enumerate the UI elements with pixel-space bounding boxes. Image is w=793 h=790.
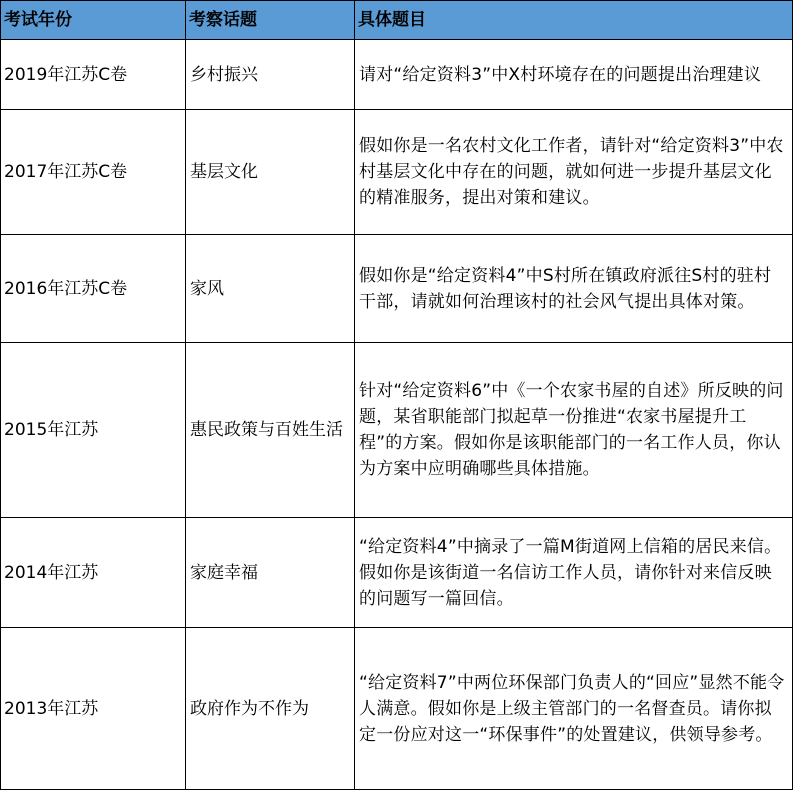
cell-question: 假如你是一名农村文化工作者，请针对“给定资料3”中农村基层文化中存在的问题，就如何进一步提升基层文化的精准服务，提出对策和建议。 xyxy=(355,110,793,235)
header-row xyxy=(1,1,793,40)
table-row xyxy=(1,628,793,790)
cell-year: 2017年江苏C卷 xyxy=(1,110,186,235)
table-row xyxy=(1,110,793,235)
cell-question: 假如你是“给定资料4”中S村所在镇政府派往S村的驻村干部，请就如何治理该村的社会风气提出具体对策。 xyxy=(355,235,793,343)
cell-year: 2016年江苏C卷 xyxy=(1,235,186,343)
cell-topic: 家风 xyxy=(186,235,355,343)
cell-question: “给定资料7”中两位环保部门负责人的“回应”显然不能令人满意。假如你是上级主管部门的一名督查员。请你拟定一份应对这一“环保事件”的处置建议，供领导参考。 xyxy=(355,628,793,790)
header-question: 具体题目 xyxy=(355,1,793,40)
table-row xyxy=(1,40,793,110)
cell-year: 2014年江苏 xyxy=(1,518,186,628)
cell-year: 2015年江苏 xyxy=(1,343,186,518)
cell-topic: 乡村振兴 xyxy=(186,40,355,110)
header-topic: 考察话题 xyxy=(186,1,355,40)
cell-question: 针对“给定资料6”中《一个农家书屋的自述》所反映的问题，某省职能部门拟起草一份推进“农家书屋提升工程”的方案。假如你是该职能部门的一名工作人员，你认为方案中应明确哪些具体措施。 xyxy=(355,343,793,518)
cell-question: 请对“给定资料3”中X村环境存在的问题提出治理建议 xyxy=(355,40,793,110)
cell-year: 2013年江苏 xyxy=(1,628,186,790)
cell-topic: 惠民政策与百姓生活 xyxy=(186,343,355,518)
cell-topic: 政府作为不作为 xyxy=(186,628,355,790)
table-row xyxy=(1,235,793,343)
cell-topic: 基层文化 xyxy=(186,110,355,235)
header-year: 考试年份 xyxy=(1,1,186,40)
table-row xyxy=(1,518,793,628)
cell-topic: 家庭幸福 xyxy=(186,518,355,628)
table-row xyxy=(1,343,793,518)
cell-question: “给定资料4”中摘录了一篇M街道网上信箱的居民来信。假如你是该街道一名信访工作人员，请你针对来信反映的问题写一篇回信。 xyxy=(355,518,793,628)
cell-year: 2019年江苏C卷 xyxy=(1,40,186,110)
